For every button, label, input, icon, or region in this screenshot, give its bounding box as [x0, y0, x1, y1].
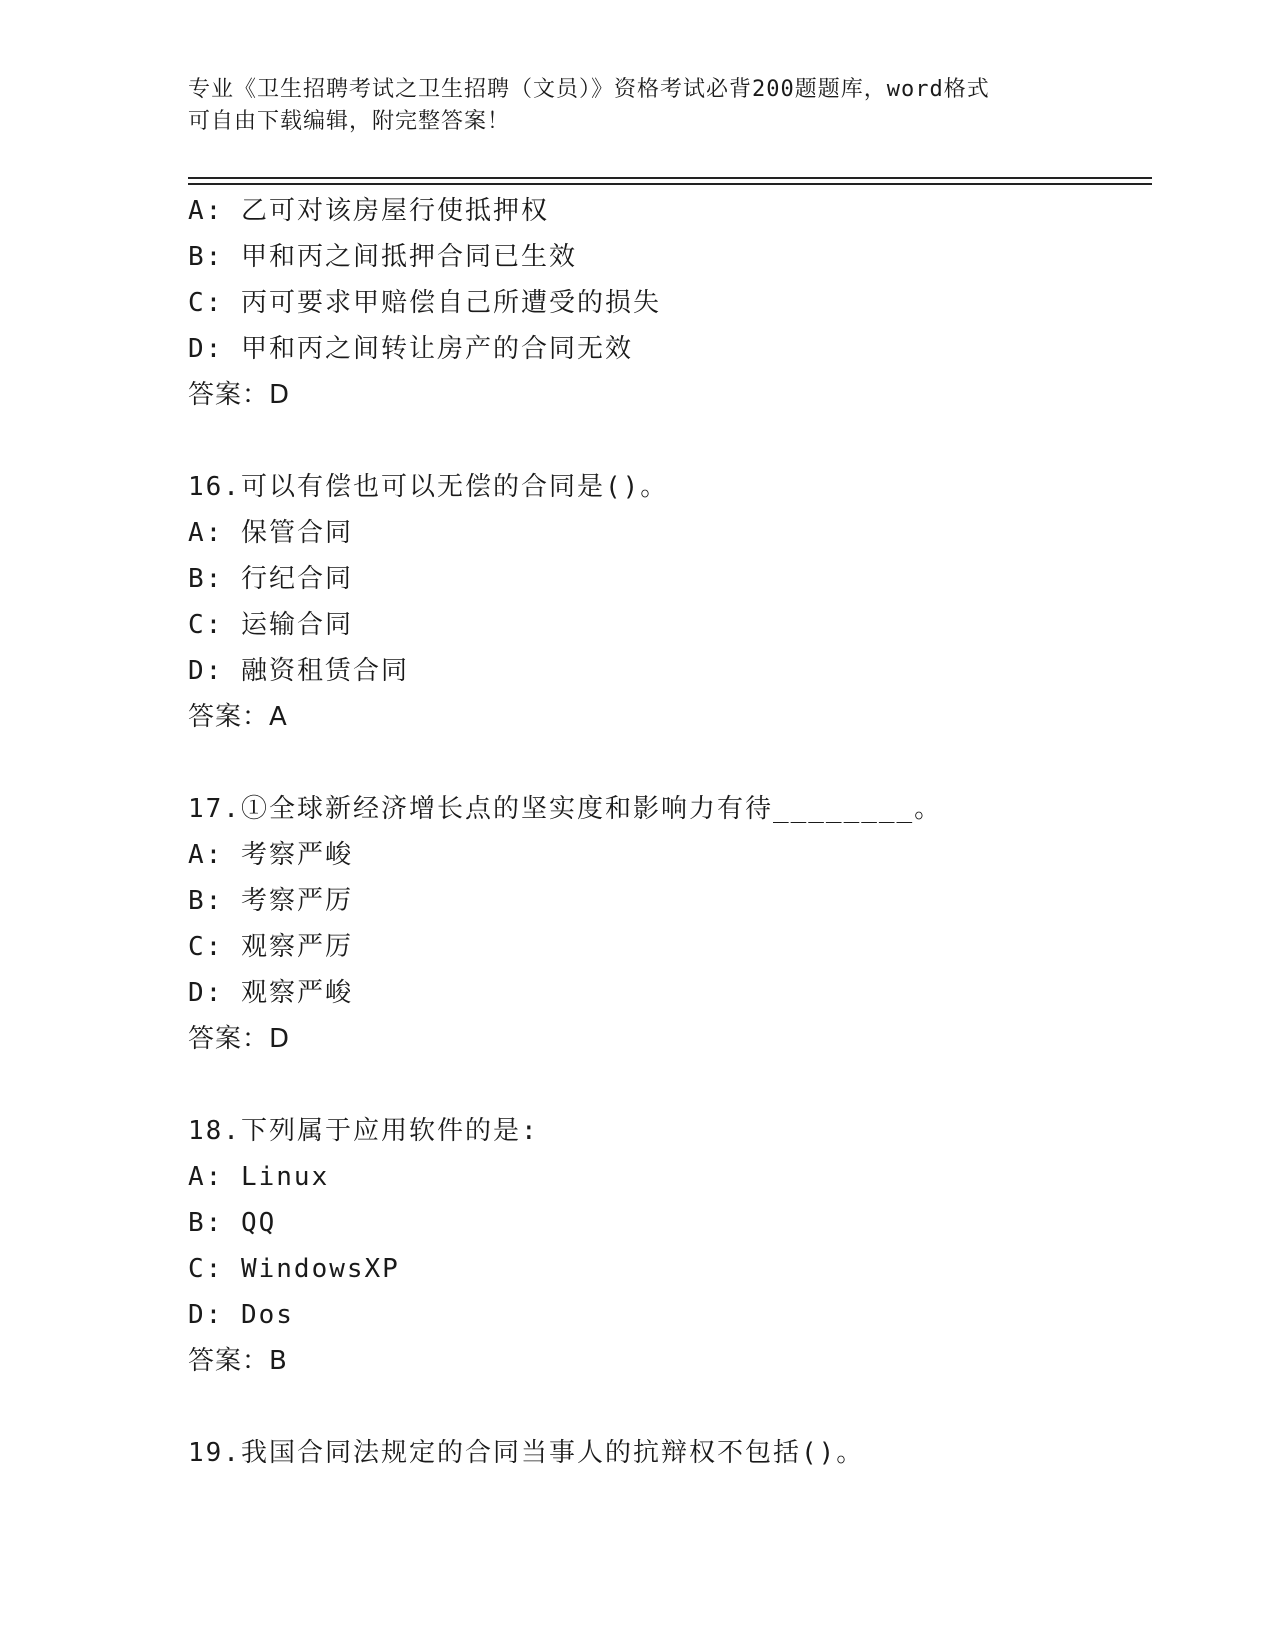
answer-line: 答案：D — [188, 1024, 291, 1054]
question-block-16 — [188, 464, 1168, 740]
option-c: C: 运输合同 — [188, 610, 353, 640]
option-a: A: Linux — [188, 1162, 330, 1192]
question-list — [188, 188, 1168, 1476]
option-c: C: 丙可要求甲赔偿自己所遭受的损失 — [188, 288, 661, 318]
spacer — [188, 740, 1168, 786]
option-d: D: Dos — [188, 1300, 294, 1330]
question-text: 19.我国合同法规定的合同当事人的抗辩权不包括()。 — [188, 1438, 865, 1468]
question-block-19 — [188, 1430, 1168, 1476]
question-block-15 — [188, 188, 1168, 418]
option-d: D: 甲和丙之间转让房产的合同无效 — [188, 334, 633, 364]
answer-line: 答案：A — [188, 702, 288, 732]
header-divider-bottom — [188, 183, 1152, 185]
option-a: A: 保管合同 — [188, 518, 353, 548]
header-line-2: 可自由下载编辑，附完整答案！ — [188, 109, 511, 134]
spacer — [188, 1384, 1168, 1430]
question-text: 18.下列属于应用软件的是: — [188, 1116, 539, 1146]
option-a: A: 乙可对该房屋行使抵押权 — [188, 196, 549, 226]
option-a: A: 考察严峻 — [188, 840, 353, 870]
option-d: D: 观察严峻 — [188, 978, 353, 1008]
question-block-17 — [188, 786, 1168, 1062]
question-text: 17.①全球新经济增长点的坚实度和影响力有待________。 — [188, 794, 943, 824]
document-header — [188, 74, 1088, 138]
header-line-1: 专业《卫生招聘考试之卫生招聘（文员）》资格考试必背200题题库，word格式 — [188, 77, 990, 102]
spacer — [188, 1062, 1168, 1108]
spacer — [188, 418, 1168, 464]
option-b: B: 甲和丙之间抵押合同已生效 — [188, 242, 577, 272]
option-b: B: 行纪合同 — [188, 564, 353, 594]
header-divider-top — [188, 177, 1152, 179]
answer-line: 答案：D — [188, 380, 291, 410]
answer-line: 答案：B — [188, 1346, 288, 1376]
question-block-18 — [188, 1108, 1168, 1384]
option-d: D: 融资租赁合同 — [188, 656, 409, 686]
option-c: C: WindowsXP — [188, 1254, 400, 1284]
option-c: C: 观察严厉 — [188, 932, 353, 962]
option-b: B: QQ — [188, 1208, 277, 1238]
question-text: 16.可以有偿也可以无偿的合同是()。 — [188, 472, 669, 502]
option-b: B: 考察严厉 — [188, 886, 353, 916]
